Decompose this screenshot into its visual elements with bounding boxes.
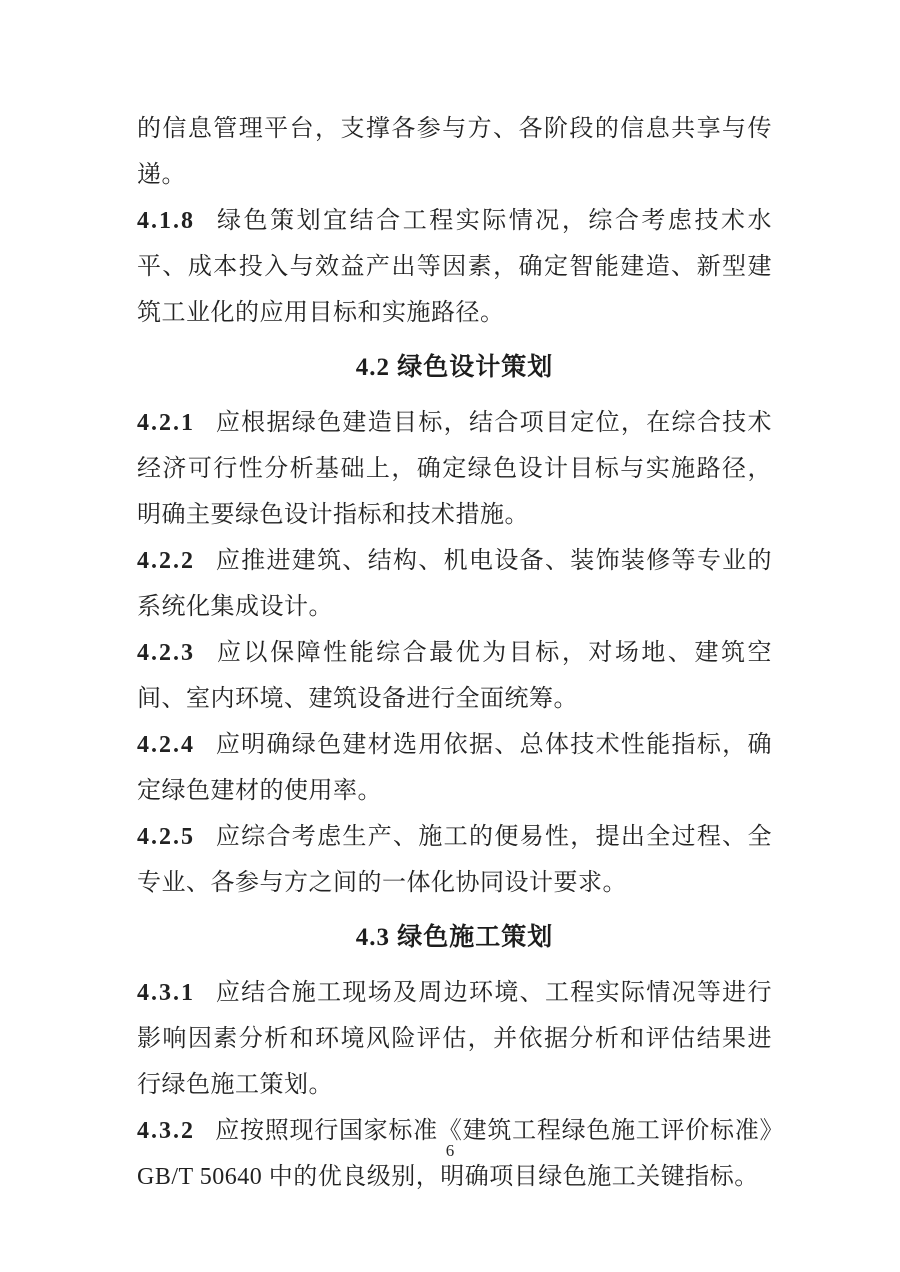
clause-number: 4.2.5 [137,824,195,850]
clause-number: 4.1.8 [137,208,195,234]
clause-text: 应明确绿色建材选用依据、总体技术性能指标，确定绿色建材的使用率。 [137,732,772,804]
clause-number: 4.2.2 [137,548,195,574]
clause-text: 应按照现行国家标准《建筑工程绿色施工评价标准》GB/T 50640 中的优良级别，明确项目绿色施工关键指标。 [137,1118,772,1190]
clause-number: 4.3.2 [137,1118,195,1144]
clause-4-2-4 [137,722,772,814]
clause-number: 4.2.3 [137,640,195,666]
page-number: 6 [445,1141,455,1160]
clause-text: 应以保障性能综合最优为目标，对场地、建筑空间、室内环境、建筑设备进行全面统筹。 [137,640,772,712]
clause-4-2-5 [137,814,772,906]
section-heading-4-3: 4.3 绿色施工策划 [355,924,554,951]
section-heading-4-2: 4.2 绿色设计策划 [355,354,554,381]
clause-number: 4.2.1 [137,410,195,436]
clause-4-2-3 [137,630,772,722]
page-content [137,106,772,1200]
clause-text: 应推进建筑、结构、机电设备、装饰装修等专业的系统化集成设计。 [137,548,772,620]
clause-text: 应结合施工现场及周边环境、工程实际情况等进行影响因素分析和环境风险评估，并依据分析和评估结果进行绿色施工策划。 [137,980,772,1098]
clause-4-3-1 [137,970,772,1108]
clause-4-2-1 [137,400,772,538]
clause-text: 应根据绿色建造目标，结合项目定位，在综合技术经济可行性分析基础上，确定绿色设计目标与实施路径，明确主要绿色设计指标和技术措施。 [137,410,772,528]
clause-4-1-8 [137,198,772,336]
paragraph-continuation: 的信息管理平台，支撑各参与方、各阶段的信息共享与传递。 [137,116,772,188]
clause-4-2-2 [137,538,772,630]
clause-text: 应综合考虑生产、施工的便易性，提出全过程、全专业、各参与方之间的一体化协同设计要求。 [137,824,772,896]
clause-number: 4.2.4 [137,732,195,758]
clause-number: 4.3.1 [137,980,195,1006]
clause-text: 绿色策划宜结合工程实际情况，综合考虑技术水平、成本投入与效益产出等因素，确定智能建造、新型建筑工业化的应用目标和实施路径。 [137,208,772,326]
